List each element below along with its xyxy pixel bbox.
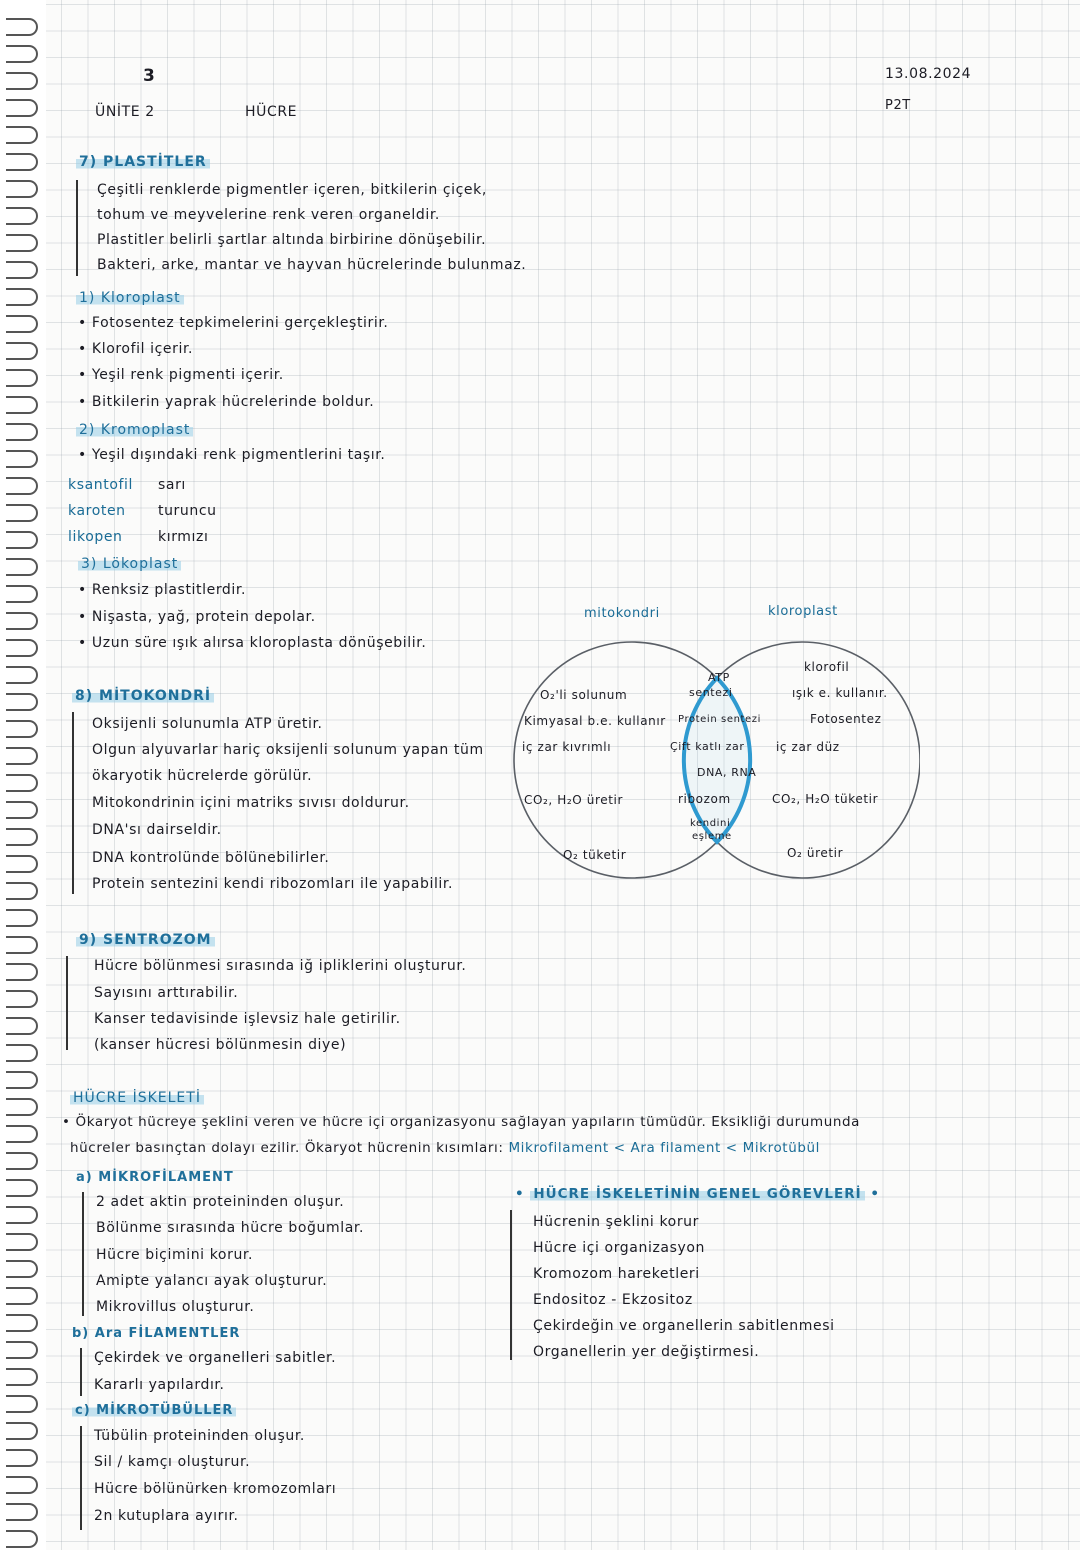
binding-ring xyxy=(6,396,38,414)
venn-right-item: iç zar düz xyxy=(776,740,840,754)
venn-left-item: O₂'li solunum xyxy=(540,688,628,702)
mitokondri-line: DNA'sı dairseldir. xyxy=(92,822,222,838)
bracket xyxy=(72,712,74,894)
mikrofilament-line: Mikrovillus oluşturur. xyxy=(96,1299,255,1315)
sentrozom-line: (kanser hücresi bölünmesin diye) xyxy=(94,1037,347,1053)
venn-left-item: iç zar kıvrımlı xyxy=(522,740,612,754)
binding-ring xyxy=(6,45,38,63)
binding-ring xyxy=(6,504,38,522)
binding-ring xyxy=(6,774,38,792)
unit-label: ÜNİTE 2 xyxy=(95,104,155,120)
binding-ring xyxy=(6,1395,38,1413)
binding-ring xyxy=(6,234,38,252)
mikrotubul-line: Sil / kamçı oluşturur. xyxy=(94,1454,251,1470)
venn-left-item: Kimyasal b.e. kullanır xyxy=(524,714,666,728)
binding-ring xyxy=(6,990,38,1008)
gorev-line: Çekirdeğin ve organellerin sabitlenmesi xyxy=(533,1318,835,1334)
binding-ring xyxy=(6,1368,38,1386)
binding-ring xyxy=(6,828,38,846)
binding-ring xyxy=(6,180,38,198)
lokoplast-item: • Uzun süre ışık alırsa kloroplasta dönüşebilir. xyxy=(78,635,427,651)
pigment-name: likopen xyxy=(68,529,123,545)
gorev-line: Organellerin yer değiştirmesi. xyxy=(533,1344,760,1360)
kloroplast-item: • Bitkilerin yaprak hücrelerinde boldur. xyxy=(78,394,375,410)
binding-ring xyxy=(6,1287,38,1305)
binding-ring xyxy=(6,612,38,630)
venn-left-title: mitokondri xyxy=(584,606,660,621)
binding-ring xyxy=(6,666,38,684)
plastitler-line: Çeşitli renklerde pigmentler içeren, bitkilerin çiçek, xyxy=(97,182,487,198)
binding-ring xyxy=(6,1476,38,1494)
binding-ring xyxy=(6,936,38,954)
venn-common-item: ribozom xyxy=(678,792,731,806)
binding-ring xyxy=(6,1503,38,1521)
binding-ring xyxy=(6,72,38,90)
mikrofilament-heading: a) MİKROFİLAMENT xyxy=(76,1170,234,1185)
binding-ring xyxy=(6,585,38,603)
binding-ring xyxy=(6,288,38,306)
pigment-name: karoten xyxy=(68,503,126,519)
page-number: 3 xyxy=(143,66,156,86)
ara-filament-line: Kararlı yapılardır. xyxy=(94,1377,225,1393)
binding-ring xyxy=(6,1152,38,1170)
plastitler-line: tohum ve meyvelerine renk veren organeldir. xyxy=(97,207,440,223)
mikrofilament-line: 2 adet aktin proteininden oluşur. xyxy=(96,1194,345,1210)
spiral-binding xyxy=(0,0,46,1550)
binding-ring xyxy=(6,1071,38,1089)
binding-ring xyxy=(6,450,38,468)
kloroplast-item: • Yeşil renk pigmenti içerir. xyxy=(78,367,284,383)
gorev-line: Hücrenin şeklini korur xyxy=(533,1214,700,1230)
binding-ring xyxy=(6,963,38,981)
binding-ring xyxy=(6,1125,38,1143)
binding-ring xyxy=(6,1530,38,1548)
pigment-name: ksantofil xyxy=(68,477,134,493)
sentrozom-line: Kanser tedavisinde işlevsiz hale getirilir. xyxy=(94,1011,401,1027)
binding-ring xyxy=(6,531,38,549)
mikrofilament-line: Bölünme sırasında hücre boğumlar. xyxy=(96,1220,364,1236)
venn-common-item: DNA, RNA xyxy=(697,766,757,779)
date: 13.08.2024 xyxy=(885,66,972,82)
plastitler-line: Plastitler belirli şartlar altında birbirine dönüşebilir. xyxy=(97,232,487,248)
venn-right-item: CO₂, H₂O tüketir xyxy=(772,792,879,806)
mikrotubul-line: 2n kutuplara ayırır. xyxy=(94,1508,239,1524)
iskelet-intro: hücreler basınçtan dolayı ezilir. Ökaryot hücrenin kısımları: Mikrofilament < Ara filament < Mikrotübül xyxy=(70,1140,821,1156)
sentrozom-line: Sayısını arttırabilir. xyxy=(94,985,239,1001)
gorev-line: Kromozom hareketleri xyxy=(533,1266,700,1282)
binding-ring xyxy=(6,801,38,819)
gorev-line: Hücre içi organizasyon xyxy=(533,1240,705,1256)
binding-ring xyxy=(6,855,38,873)
mikrofilament-line: Hücre biçimini korur. xyxy=(96,1247,254,1263)
mitokondri-line: Oksijenli solunumla ATP üretir. xyxy=(92,716,323,732)
mitokondri-line: DNA kontrolünde bölünebilirler. xyxy=(92,850,330,866)
venn-common-item: kendini xyxy=(690,818,731,829)
kloroplast-heading: 1) Kloroplast xyxy=(76,290,184,306)
venn-common-item: sentezi xyxy=(689,686,733,699)
topic-label: HÜCRE xyxy=(245,104,298,120)
binding-ring xyxy=(6,369,38,387)
binding-ring xyxy=(6,909,38,927)
venn-right-item: O₂ üretir xyxy=(787,846,844,860)
venn-common-item: ATP xyxy=(708,671,730,684)
binding-ring xyxy=(6,261,38,279)
binding-ring xyxy=(6,1449,38,1467)
bracket xyxy=(510,1210,512,1360)
binding-ring xyxy=(6,1098,38,1116)
mitokondri-line: Olgun alyuvarlar hariç oksijenli solunum yapan tüm xyxy=(92,742,484,758)
binding-ring xyxy=(6,693,38,711)
binding-ring xyxy=(6,1260,38,1278)
venn-right-title: kloroplast xyxy=(768,604,838,619)
iskelet-heading: HÜCRE İSKELETİ xyxy=(70,1090,204,1106)
venn-common-item: Çift katlı zar xyxy=(670,740,745,753)
mitokondri-heading: 8) MİTOKONDRİ xyxy=(72,688,214,704)
bracket xyxy=(66,956,68,1050)
venn-left-item: CO₂, H₂O üretir xyxy=(524,793,623,807)
mitokondri-line: Mitokondrinin içini matriks sıvısı doldurur. xyxy=(92,795,410,811)
binding-ring xyxy=(6,720,38,738)
lokoplast-item: • Nişasta, yağ, protein depolar. xyxy=(78,609,316,625)
mikrotubul-line: Hücre bölünürken kromozomları xyxy=(94,1481,337,1497)
iskelet-parts: Mikrofilament < Ara filament < Mikrotübül xyxy=(508,1140,821,1156)
binding-ring xyxy=(6,1422,38,1440)
plastitler-line: Bakteri, arke, mantar ve hayvan hücrelerinde bulunmaz. xyxy=(97,257,527,273)
kromoplast-item: • Yeşil dışındaki renk pigmentlerini taşır. xyxy=(78,447,386,463)
binding-ring xyxy=(6,18,38,36)
binding-ring xyxy=(6,639,38,657)
venn-right-item: klorofil xyxy=(804,660,850,674)
kloroplast-item: • Klorofil içerir. xyxy=(78,341,194,357)
binding-ring xyxy=(6,1179,38,1197)
binding-ring xyxy=(6,477,38,495)
binding-ring xyxy=(6,423,38,441)
kromoplast-heading: 2) Kromoplast xyxy=(76,422,193,438)
pigment-color: sarı xyxy=(158,477,186,493)
venn-left-item: O₂ tüketir xyxy=(563,848,627,862)
mitokondri-line: ökaryotik hücrelerde görülür. xyxy=(92,768,313,784)
mikrotubul-line: Tübülin proteininden oluşur. xyxy=(94,1428,305,1444)
binding-ring xyxy=(6,1314,38,1332)
lokoplast-heading: 3) Lökoplast xyxy=(78,556,181,572)
binding-ring xyxy=(6,882,38,900)
lokoplast-item: • Renksiz plastitlerdir. xyxy=(78,582,247,598)
venn-common-item: Protein sentezi xyxy=(678,714,762,725)
iskelet-intro: • Ökaryot hücreye şeklini veren ve hücre içi organizasyonu sağlayan yapıların tümüdür. Eksikliği durumunda xyxy=(62,1114,861,1130)
binding-ring xyxy=(6,99,38,117)
bracket xyxy=(82,1192,84,1316)
gorevler-heading: • HÜCRE İSKELETİNİN GENEL GÖREVLERİ • xyxy=(515,1186,880,1202)
binding-ring xyxy=(6,315,38,333)
sentrozom-line: Hücre bölünmesi sırasında iğ ipliklerini oluşturur. xyxy=(94,958,467,974)
day: P2T xyxy=(885,98,911,113)
binding-ring xyxy=(6,1017,38,1035)
venn-right-item: ışık e. kullanır. xyxy=(792,686,888,700)
binding-ring xyxy=(6,1044,38,1062)
binding-ring xyxy=(6,153,38,171)
mitokondri-line: Protein sentezini kendi ribozomları ile yapabilir. xyxy=(92,876,454,892)
pigment-color: kırmızı xyxy=(158,529,209,545)
ara-filament-heading: b) Ara FİLAMENTLER xyxy=(72,1326,241,1341)
binding-ring xyxy=(6,207,38,225)
venn-common-item: eşleme xyxy=(692,831,732,842)
sentrozom-heading: 9) SENTROZOM xyxy=(76,932,215,948)
kloroplast-item: • Fotosentez tepkimelerini gerçekleştirir. xyxy=(78,315,389,331)
binding-ring xyxy=(6,342,38,360)
binding-ring xyxy=(6,1341,38,1359)
binding-ring xyxy=(6,747,38,765)
bracket xyxy=(80,1426,82,1530)
mikrotubul-heading: c) MİKROTÜBÜLLER xyxy=(72,1403,236,1418)
binding-ring xyxy=(6,1206,38,1224)
binding-ring xyxy=(6,1233,38,1251)
ara-filament-line: Çekirdek ve organelleri sabitler. xyxy=(94,1350,337,1366)
plastitler-heading: 7) PLASTİTLER xyxy=(76,154,210,170)
binding-ring xyxy=(6,558,38,576)
bracket xyxy=(76,180,78,276)
binding-ring xyxy=(6,126,38,144)
bracket xyxy=(80,1348,82,1396)
mikrofilament-line: Amipte yalancı ayak oluşturur. xyxy=(96,1273,328,1289)
gorev-line: Endositoz - Ekzositoz xyxy=(533,1292,693,1308)
venn-right-item: Fotosentez xyxy=(810,712,882,726)
pigment-color: turuncu xyxy=(158,503,217,519)
